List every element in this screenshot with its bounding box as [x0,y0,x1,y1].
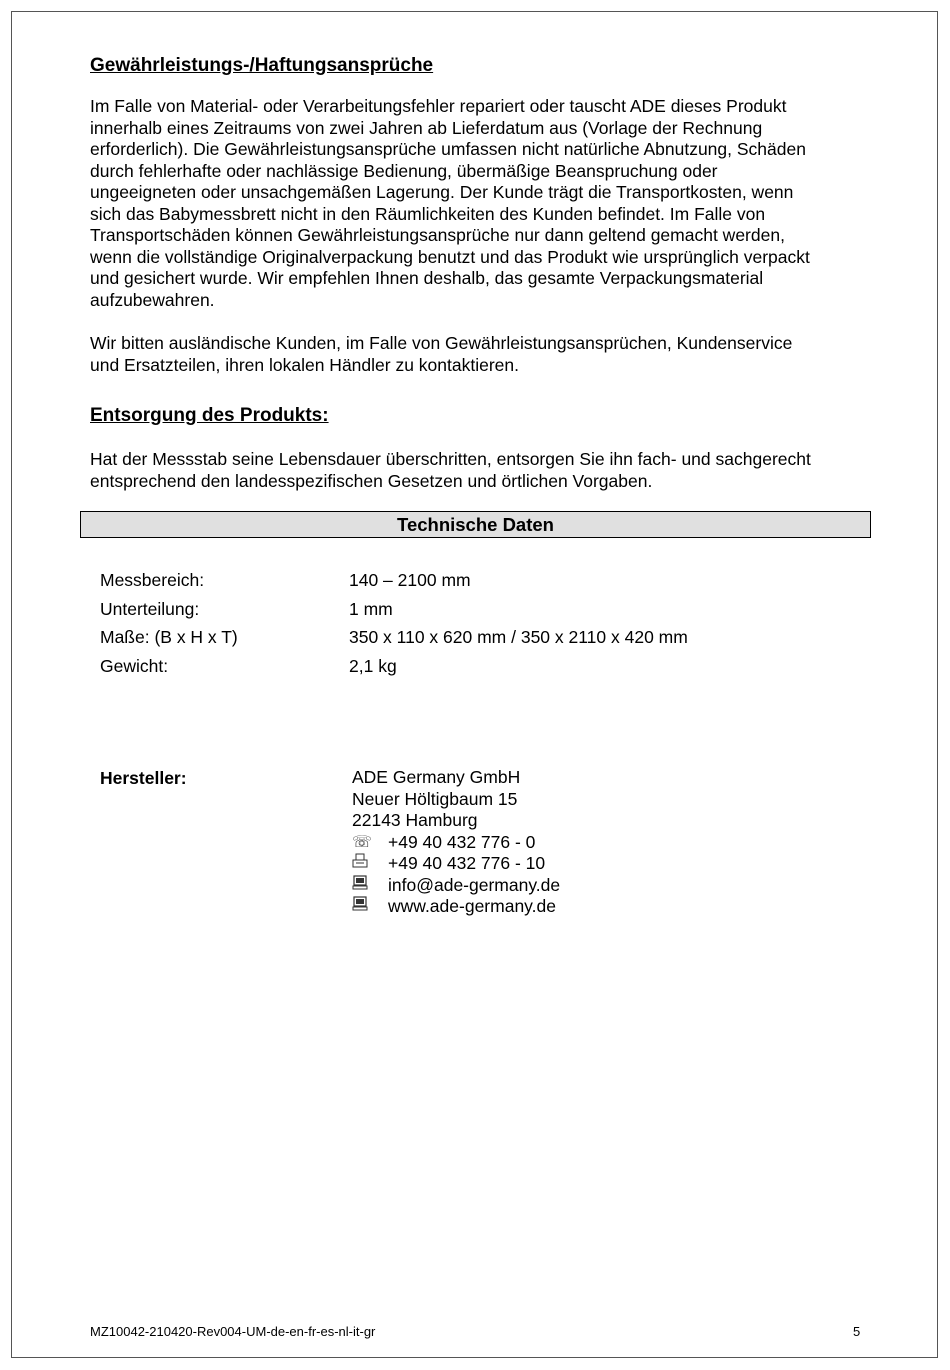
manufacturer-address [352,767,560,918]
computer-icon [352,875,388,897]
email-line [352,875,560,897]
footer-doc-id: MZ10042-210420-Rev004-UM-de-en-fr-es-nl-it-gr [90,1324,376,1339]
manufacturer-label: Hersteller: [100,768,187,788]
text-line: erforderlich). Die Gewährleistungsansprüche umfassen nicht natürliche Abnutzung, Schäden [90,139,806,159]
text-line: Im Falle von Material- oder Verarbeitungsfehler repariert oder tauscht ADE dieses Produkt [90,96,787,116]
spec-label: Unterteilung: [100,598,200,619]
fax-icon [352,853,388,875]
disposal-paragraph [90,449,880,492]
tech-data-header: Technische Daten [80,511,871,538]
text-line: ungeeigneten oder unsachgemäßen Lagerung. Der Kunde trägt die Transportkosten, wenn [90,182,794,202]
spec-table [100,566,688,680]
spec-value: 2,1 kg [349,655,397,676]
web-link[interactable]: www.ade-germany.de [388,896,556,916]
phone-line [352,832,560,854]
text-line: Wir bitten ausländische Kunden, im Falle von Gewährleistungsansprüchen, Kundenservice [90,333,793,353]
text-line: innerhalb eines Zeitraums von zwei Jahren ab Lieferdatum aus (Vorlage der Rechnung [90,117,763,138]
company-name: ADE Germany GmbH [352,767,521,787]
text-line: Hat der Messstab seine Lebensdauer überschritten, entsorgen Sie ihn fach- und sachgerecht [90,449,811,469]
spec-label: Messbereich: [100,570,205,590]
street: Neuer Höltigbaum 15 [352,788,518,809]
fax-line [352,853,560,875]
text-line: und Ersatzteilen, ihren lokalen Händler zu kontaktieren. [90,354,519,375]
text-line: sich das Babymessbrett nicht in den Räumlichkeiten des Kunden befindet. Im Falle von [90,203,766,224]
warranty-title: Gewährleistungs-/Haftungsansprüche [90,55,434,76]
email-link[interactable]: info@ade-germany.de [388,874,561,895]
web-line [352,896,560,918]
spec-row [100,595,688,624]
text-line: Transportschäden können Gewährleistungsansprüche nur dann geltend gemacht werden, [90,225,785,245]
spec-row [100,623,688,652]
fax-number: +49 40 432 776 - 10 [388,853,546,873]
text-line: aufzubewahren. [90,289,215,310]
warranty-paragraph-2 [90,333,880,376]
spec-value: 140 – 2100 mm [349,570,471,590]
spec-row [100,652,688,681]
spec-value: 350 x 110 x 620 mm / 350 x 2110 x 420 mm [349,627,688,647]
page-number: 5 [853,1324,861,1339]
spec-row [100,566,688,595]
text-line: durch fehlerhafte oder nachlässige Bedienung, übermäßige Beanspruchung oder [90,160,718,181]
city: 22143 Hamburg [352,810,478,830]
text-line: und gesichert wurde. Wir empfehlen Ihnen deshalb, das gesamte Verpackungsmaterial [90,268,764,288]
spec-label: Gewicht: [100,655,169,676]
disposal-title: Entsorgung des Produkts: [90,405,329,426]
spec-label: Maße: (B x H x T) [100,627,238,647]
phone-icon: ☏ [352,833,373,851]
text-line: wenn die vollständige Originalverpackung benutzt und das Produkt wie ursprünglich verpackt [90,246,810,267]
spec-value: 1 mm [349,598,393,619]
computer-icon [352,896,388,918]
warranty-paragraph-1 [90,96,880,311]
phone-number: +49 40 432 776 - 0 [388,831,536,852]
text-line: entsprechend den landesspezifischen Gesetzen und örtlichen Vorgaben. [90,470,653,491]
